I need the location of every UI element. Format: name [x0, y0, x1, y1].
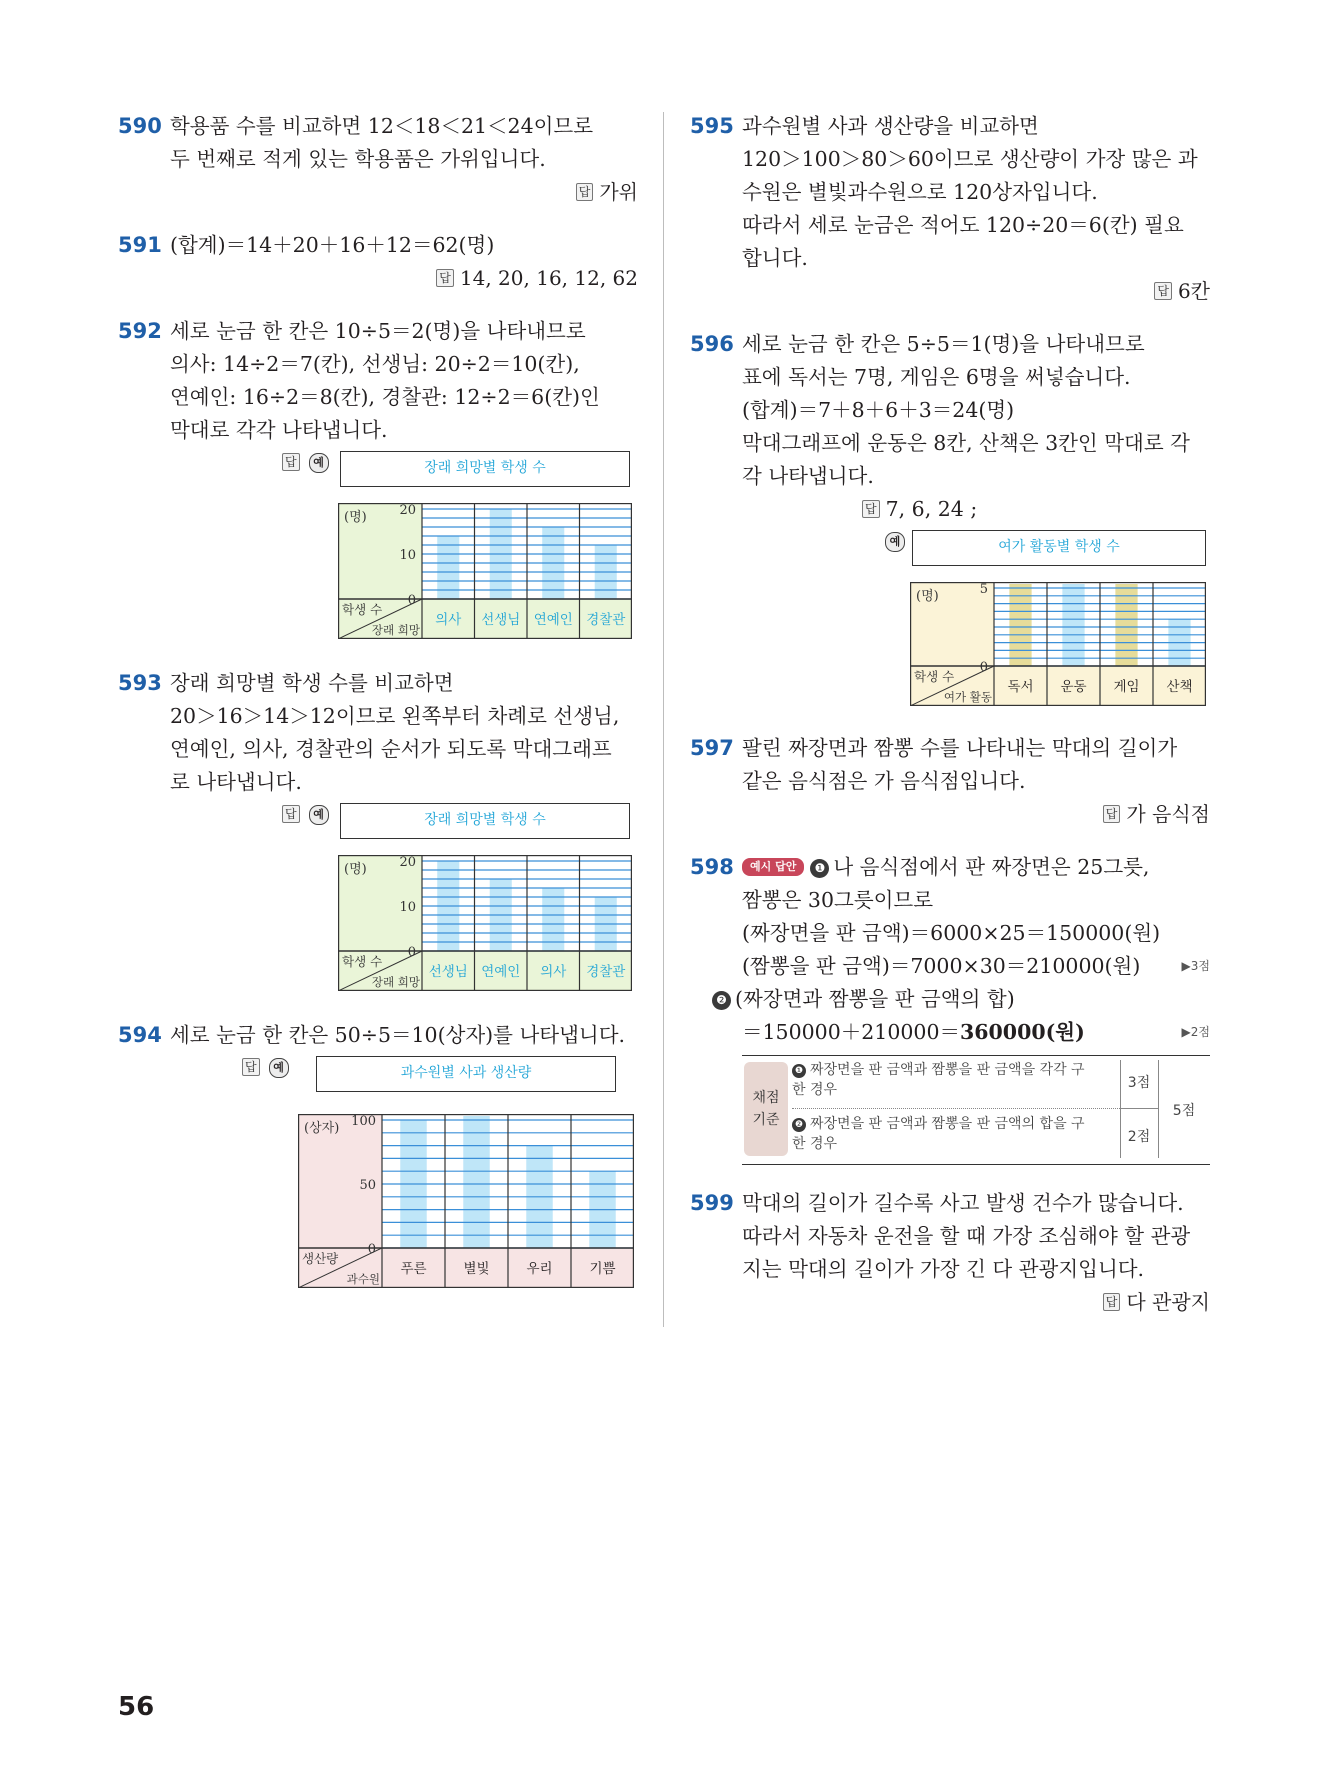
answer [170, 176, 638, 209]
answer [742, 275, 1210, 308]
text-line: 세로 눈금 한 칸은 50÷5＝10(상자)를 나타냅니다. [170, 1023, 626, 1047]
problem-number: 598 [690, 855, 734, 879]
text-span: (짜장면과 짬뽕을 판 금액의 합) [735, 987, 1015, 1011]
answer-label: 답 [1154, 282, 1172, 300]
criteria-label-line: 기준 [752, 1112, 780, 1128]
problem-number: 590 [118, 114, 162, 138]
problem-593 [118, 667, 638, 999]
category-label: 선생님 [481, 612, 521, 628]
bar-chart [298, 1114, 634, 1288]
criteria-text: 한 경우 [792, 1136, 838, 1152]
text-line: 로 나타냅니다. [170, 770, 302, 794]
y-tick-label: 0 [367, 1242, 376, 1257]
category-label: 경찰관 [586, 612, 626, 628]
criteria-separator [792, 1108, 1120, 1109]
answer-label: 답 [242, 1058, 260, 1076]
text-line: 과수원별 사과 생산량을 비교하면 [742, 114, 1039, 138]
answer-value: 다 관광지 [1126, 1290, 1210, 1314]
row-label: 학생 수 [342, 954, 383, 969]
problem-number: 597 [690, 736, 734, 760]
text-line: 두 번째로 적게 있는 학용품은 가위입니다. [170, 147, 546, 171]
example-badge: 예 [309, 805, 329, 825]
text-line [742, 950, 1210, 983]
answer-label: 답 [576, 183, 594, 201]
bar-chart [338, 855, 632, 991]
y-unit: (명) [344, 862, 367, 877]
category-label: 선생님 [428, 964, 468, 980]
chart-593 [170, 799, 638, 999]
answer-example [882, 532, 905, 552]
col-label: 장래 희망 [371, 975, 420, 989]
y-tick-label: 20 [399, 503, 416, 518]
answer-label: 답 [282, 805, 300, 823]
answer-example [282, 805, 329, 825]
row-label: 생산량 [302, 1251, 339, 1266]
grading-criteria-table [742, 1055, 1210, 1165]
y-tick-label: 10 [399, 900, 416, 915]
category-label: 산책 [1166, 679, 1193, 695]
criteria-vline [1120, 1060, 1121, 1158]
step-1-icon: ❶ [792, 1064, 806, 1078]
y-tick-label: 20 [399, 855, 416, 870]
text-line: 각 나타냅니다. [742, 464, 874, 488]
text-line: 장래 희망별 학생 수를 비교하면 [170, 671, 454, 695]
points-marker: ▶3점 [1181, 959, 1210, 973]
category-label: 별빛 [463, 1261, 490, 1277]
y-tick-label: 0 [979, 660, 988, 675]
text-line: 따라서 자동차 운전을 할 때 가장 조심해야 할 관광 [742, 1224, 1191, 1248]
answer-example [242, 1058, 289, 1078]
criteria-points-2: 2점 [1127, 1129, 1151, 1145]
text-line: 수원은 별빛과수원으로 120상자입니다. [742, 180, 1098, 204]
text-line: (합계)＝7＋8＋6＋3＝24(명) [742, 398, 1015, 422]
example-badge: 예 [885, 532, 905, 552]
category-label: 경찰관 [586, 964, 626, 980]
problem-591 [118, 229, 638, 295]
bar [463, 1116, 489, 1248]
criteria-points-1: 3점 [1127, 1075, 1151, 1091]
answer-value: 가위 [599, 180, 638, 204]
answer-value: 가 음식점 [1126, 802, 1210, 826]
answer [742, 798, 1210, 831]
category-label: 의사 [540, 964, 567, 980]
page-number: 56 [118, 1692, 155, 1722]
problem-number: 591 [118, 233, 162, 257]
text-line: 세로 눈금 한 칸은 10÷5＝2(명)을 나타내므로 [170, 319, 586, 343]
problem-number: 593 [118, 671, 162, 695]
text-line: 따라서 세로 눈금은 적어도 120÷20＝6(칸) 필요 [742, 213, 1184, 237]
criteria-text [792, 1060, 1117, 1080]
y-tick-label: 0 [407, 945, 416, 960]
criteria-text [792, 1114, 1117, 1134]
chart-596 [742, 526, 1210, 706]
y-tick-label: 5 [979, 582, 988, 597]
criteria-text-span: 짜장면을 판 금액과 짬뽕을 판 금액을 각각 구 [810, 1062, 1085, 1078]
category-label: 푸른 [400, 1261, 427, 1277]
bar-chart [338, 503, 632, 639]
criteria-row-2 [792, 1114, 1117, 1154]
text-span: (짬뽕을 판 금액)＝7000×30＝210000(원) [742, 954, 1141, 978]
problem-592 [118, 315, 638, 647]
problem-number: 596 [690, 332, 734, 356]
answer-label: 답 [1103, 1293, 1121, 1311]
text-span: 나 음식점에서 판 짜장면은 25그릇, [833, 855, 1150, 879]
text-line: 20＞16＞14＞12이므로 왼쪽부터 차례로 선생님, [170, 704, 620, 728]
criteria-text-span: 짜장면을 판 금액과 짬뽕을 판 금액의 합을 구 [810, 1116, 1085, 1132]
example-badge: 예 [269, 1058, 289, 1078]
text-span: ＝150000＋210000＝ [742, 1020, 961, 1044]
text-line [742, 1016, 1210, 1049]
criteria-label-line: 채점 [752, 1090, 780, 1106]
text-line: (합계)＝14＋20＋16＋12＝62(명) [170, 233, 495, 257]
problem-number: 599 [690, 1191, 734, 1215]
criteria-row-1 [792, 1060, 1117, 1100]
answer [742, 1286, 1210, 1319]
step-1-icon: ❶ [810, 859, 829, 878]
category-label: 연예인 [481, 964, 521, 980]
col-label: 장래 희망 [371, 623, 420, 637]
row-label: 학생 수 [342, 602, 383, 617]
right-column [690, 110, 1210, 1319]
category-label: 연예인 [533, 612, 573, 628]
text-line: 같은 음식점은 가 음식점입니다. [742, 769, 1026, 793]
y-tick-label: 50 [359, 1178, 376, 1193]
text-line: 지는 막대의 길이가 가장 긴 다 관광지입니다. [742, 1257, 1145, 1281]
criteria-text: 한 경우 [792, 1082, 838, 1098]
example-answer-badge: 예시 답안 [742, 858, 804, 876]
answer-example [282, 453, 329, 473]
problem-597 [690, 732, 1210, 831]
chart-594 [170, 1052, 638, 1292]
text-line: 막대로 각각 나타냅니다. [170, 418, 388, 442]
category-label: 의사 [435, 612, 462, 628]
category-label: 기쁨 [589, 1261, 616, 1277]
problem-596 [690, 328, 1210, 706]
points-marker: ▶2점 [1181, 1025, 1210, 1039]
answer-label: 답 [1103, 805, 1121, 823]
answer [170, 262, 638, 295]
answer-value: 14, 20, 16, 12, 62 [459, 266, 638, 290]
problem-598 [690, 851, 1210, 1165]
criteria-vline [1158, 1060, 1159, 1158]
left-column [118, 110, 638, 1292]
col-label: 과수원 [346, 1272, 380, 1286]
problem-number: 595 [690, 114, 734, 138]
category-label: 게임 [1113, 679, 1140, 695]
text-line: 120＞100＞80＞60이므로 생산량이 가장 많은 과 [742, 147, 1198, 171]
y-unit: (명) [344, 510, 367, 525]
chart-592 [170, 447, 638, 647]
chart-title: 장래 희망별 학생 수 [340, 451, 630, 487]
answer-label: 답 [862, 500, 880, 518]
step-2-icon: ❷ [712, 991, 731, 1010]
y-unit: (상자) [304, 1121, 340, 1136]
text-line: 세로 눈금 한 칸은 5÷5＝1(명)을 나타내므로 [742, 332, 1145, 356]
answer-label: 답 [282, 453, 300, 471]
column-divider [663, 112, 664, 1327]
text-line: 학용품 수를 비교하면 12＜18＜21＜24이므로 [170, 114, 594, 138]
row-label: 학생 수 [914, 669, 955, 684]
text-line: 짬뽕은 30그릇이므로 [742, 888, 934, 912]
text-line: 연예인: 16÷2＝8(칸), 경찰관: 12÷2＝6(칸)인 [170, 385, 600, 409]
step-2-icon: ❷ [792, 1118, 806, 1132]
criteria-label [744, 1062, 788, 1156]
example-badge: 예 [309, 453, 329, 473]
text-line: 팔린 짜장면과 짬뽕 수를 나타내는 막대의 길이가 [742, 736, 1178, 760]
problem-599 [690, 1187, 1210, 1319]
y-tick-label: 100 [351, 1114, 376, 1129]
category-label: 운동 [1060, 679, 1087, 695]
problem-595 [690, 110, 1210, 308]
text-line [742, 851, 1210, 884]
text-line: 의사: 14÷2＝7(칸), 선생님: 20÷2＝10(칸), [170, 352, 580, 376]
problem-590 [118, 110, 638, 209]
criteria-separator [1120, 1108, 1158, 1109]
chart-title: 장래 희망별 학생 수 [340, 803, 630, 839]
col-label: 여가 활동 [943, 690, 992, 704]
final-answer: 360000(원) [960, 1020, 1085, 1044]
text-line: 합니다. [742, 246, 808, 270]
problem-594 [118, 1019, 638, 1292]
bar-chart [910, 582, 1206, 706]
answer-label: 답 [436, 269, 454, 287]
text-line: (짜장면을 판 금액)＝6000×25＝150000(원) [742, 921, 1161, 945]
answer-value: 6칸 [1177, 279, 1210, 303]
text-line: 표에 독서는 7명, 게임은 6명을 써넣습니다. [742, 365, 1131, 389]
chart-title: 여가 활동별 학생 수 [912, 530, 1206, 566]
criteria-total: 5점 [1172, 1103, 1196, 1119]
text-line: 막대그래프에 운동은 8칸, 산책은 3칸인 막대로 각 [742, 431, 1190, 455]
answer [742, 493, 1210, 526]
text-line: 연예인, 의사, 경찰관의 순서가 되도록 막대그래프 [170, 737, 612, 761]
problem-number: 592 [118, 319, 162, 343]
y-tick-label: 10 [399, 548, 416, 563]
y-tick-label: 0 [407, 593, 416, 608]
y-unit: (명) [916, 589, 939, 604]
chart-title: 과수원별 사과 생산량 [316, 1056, 616, 1092]
problem-number: 594 [118, 1023, 162, 1047]
category-label: 우리 [526, 1261, 553, 1277]
text-line [712, 983, 1210, 1016]
text-line: 막대의 길이가 길수록 사고 발생 건수가 많습니다. [742, 1191, 1184, 1215]
answer-value: 7, 6, 24 ; [885, 497, 978, 521]
category-label: 독서 [1007, 679, 1034, 695]
